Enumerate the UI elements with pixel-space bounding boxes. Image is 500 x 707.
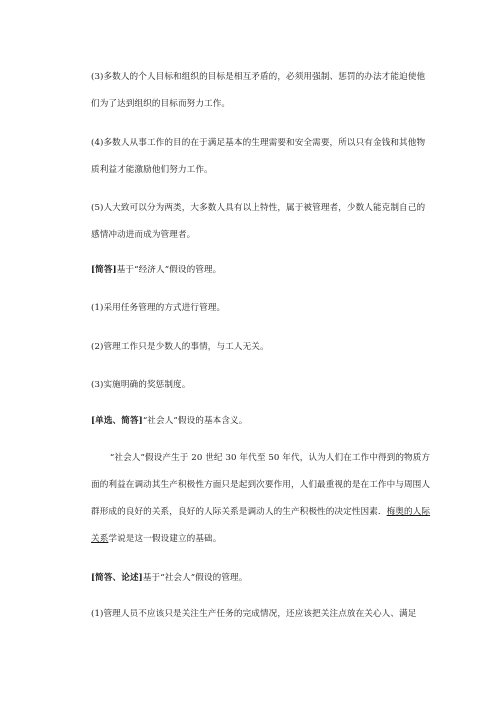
paragraph-economic-2: (2)管理工作只是少数人的事情，与工人无关。 bbox=[91, 342, 269, 352]
heading-text: 基于“社会人”假设的管理。 bbox=[142, 573, 248, 583]
paragraph-item-4: (4)多数人从事工作的目的在于满足基本的生理需要和安全需要，所以只有金钱和其他物质利益才能激励他们努力工作。 bbox=[91, 138, 426, 175]
mayo-human-relations-link[interactable]: 梅奥的人际关系 bbox=[91, 507, 431, 544]
paragraph-item-3: (3)多数人的个人目标和组织的目标是相互矛盾的，必须用强制、惩罚的办法才能迫使他们为了达到组织的目标而努力工作。 bbox=[91, 72, 426, 109]
heading-text: 基于“经济人”假设的管理。 bbox=[116, 265, 222, 275]
section-heading-economic-man-management bbox=[91, 257, 431, 284]
paragraph-economic-1: (1)采用任务管理的方式进行管理。 bbox=[91, 303, 226, 313]
paragraph-social-1: (1)管理人员不应该只是关注生产任务的完成情况，还应该把关注点放在关心人、满足 bbox=[91, 609, 417, 619]
paragraph-text: “社会人”假设产生于 20 世纪 30 年代至 50 年代，认为人们在工作中得到的物质方面的利益在调动其生产积极性方面只是起到次要作用，人们最重视的是在工作中与周围人群形成的良好的关系，良好的人际关系是调动人的生产积极性的决定性因素． bbox=[91, 453, 431, 517]
heading-tag: [单选、简答] bbox=[91, 416, 143, 426]
paragraph-item-5: (5)人大致可以分为两类，大多数人具有以上特性，属于被管理者，少数人能克制自己的感情冲动进而成为管理者。 bbox=[91, 203, 426, 240]
paragraph-social-man-definition bbox=[91, 445, 431, 553]
section-heading-social-man-management bbox=[91, 565, 431, 592]
heading-text: “社会人”假设的基本含义。 bbox=[142, 416, 248, 426]
heading-tag: [简答、论述] bbox=[91, 573, 143, 583]
paragraph-text-end: 学说是这一假设建立的基础。 bbox=[108, 534, 222, 544]
section-heading-social-man-meaning bbox=[91, 408, 431, 435]
heading-tag: [简答] bbox=[91, 265, 117, 275]
paragraph-economic-3: (3)实施明确的奖惩制度。 bbox=[91, 380, 191, 390]
